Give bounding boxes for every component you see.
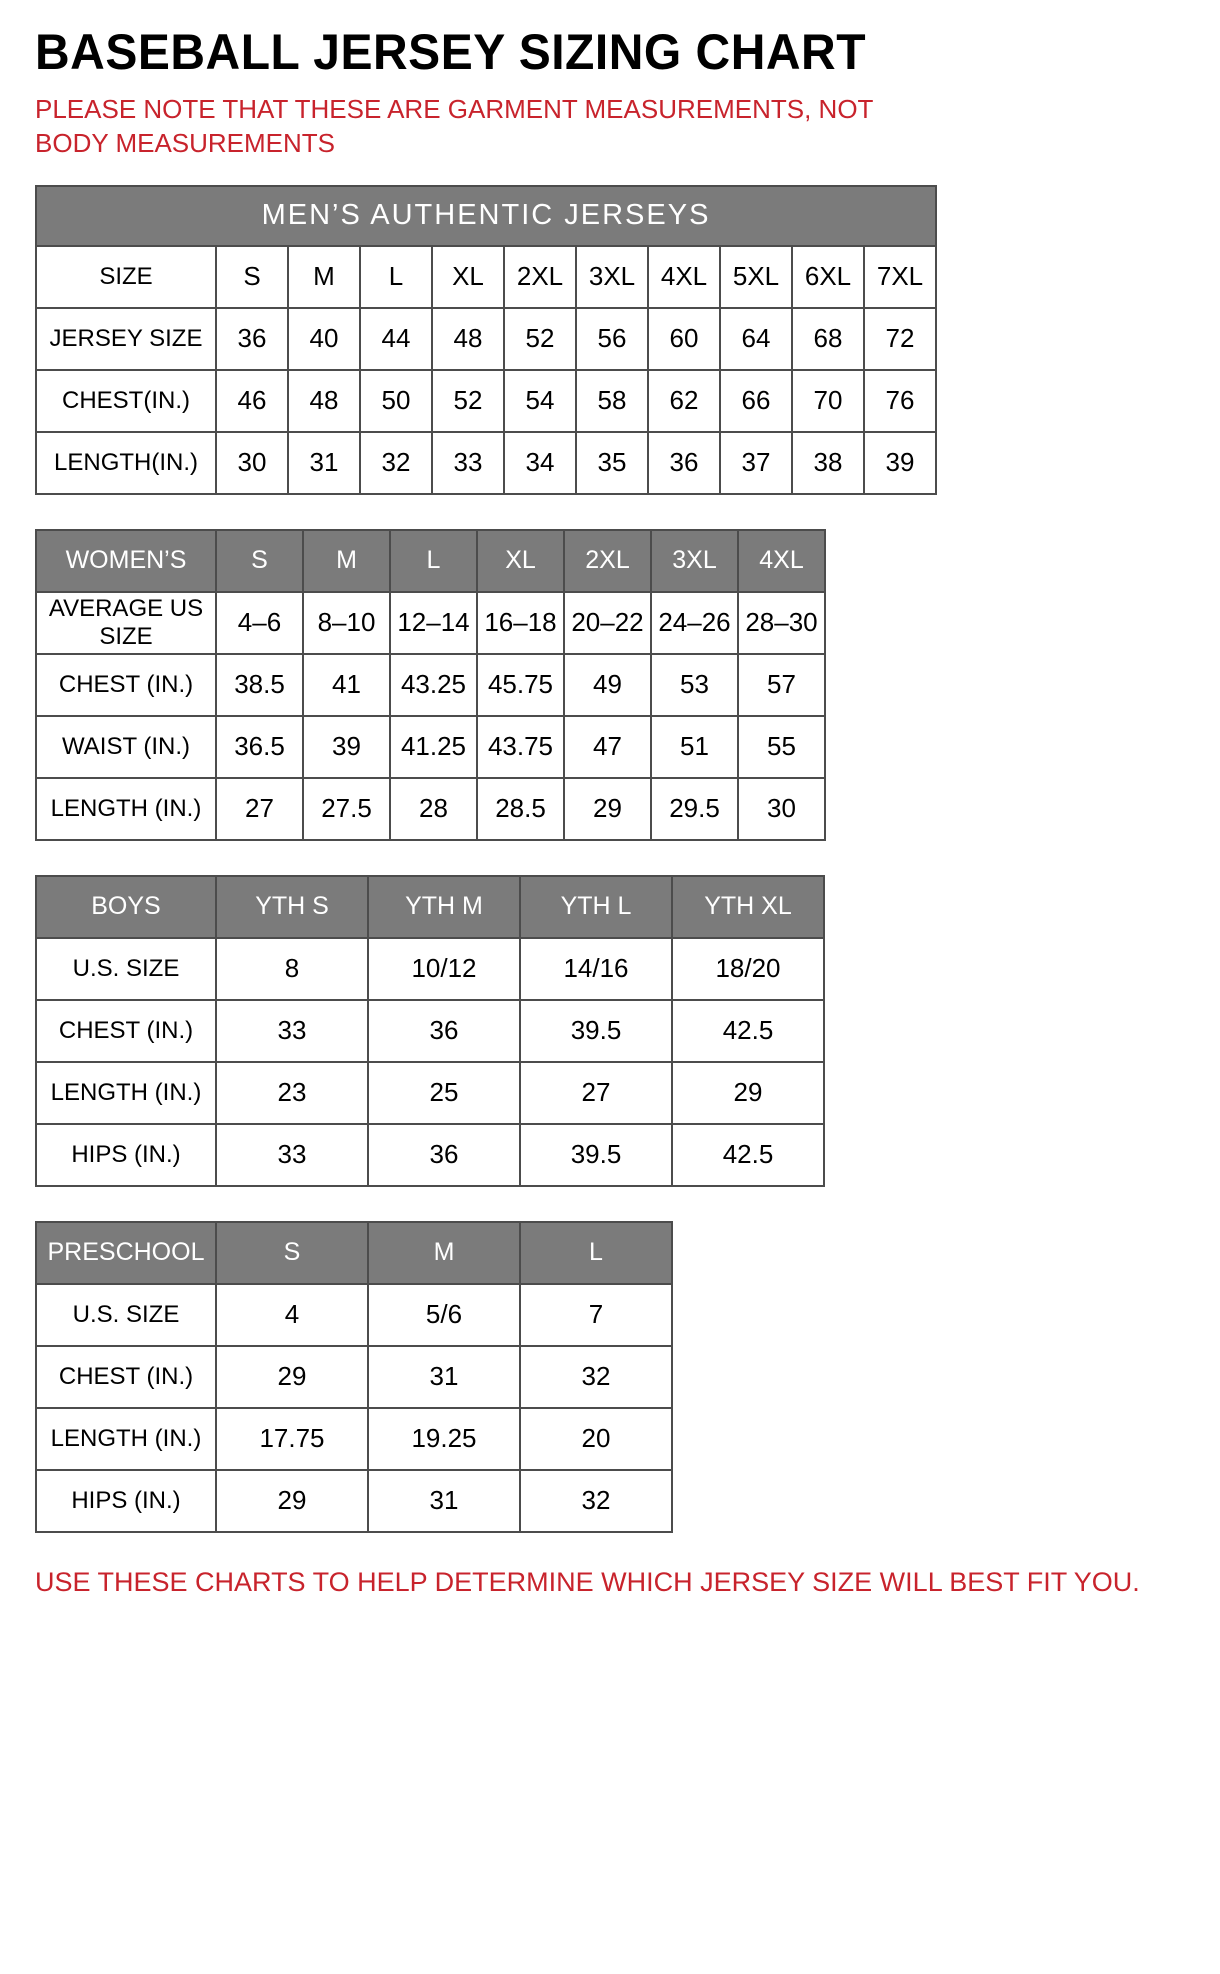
table-cell: 4XL <box>648 246 720 308</box>
table-row <box>36 938 824 1000</box>
table-banner-row <box>36 186 936 246</box>
row-label: LENGTH (IN.) <box>36 1408 216 1470</box>
table-cell: 29.5 <box>651 778 738 840</box>
table-cell: 16–18 <box>477 592 564 654</box>
table-cell: 33 <box>216 1000 368 1062</box>
preschool-table-title: PRESCHOOL <box>36 1222 216 1284</box>
womens-table-title: WOMEN’S <box>36 530 216 592</box>
table-cell: 53 <box>651 654 738 716</box>
table-row <box>36 592 825 654</box>
table-cell: 29 <box>216 1470 368 1532</box>
table-header-row <box>36 530 825 592</box>
table-cell: 28.5 <box>477 778 564 840</box>
row-label: SIZE <box>36 246 216 308</box>
table-cell: 39 <box>864 432 936 494</box>
page-title: BASEBALL JERSEY SIZING CHART <box>35 25 867 81</box>
table-cell: 42.5 <box>672 1000 824 1062</box>
table-cell: 72 <box>864 308 936 370</box>
table-cell: 36 <box>368 1000 520 1062</box>
table-cell: 52 <box>432 370 504 432</box>
column-header: S <box>216 1222 368 1284</box>
table-cell: 55 <box>738 716 825 778</box>
table-cell: 20 <box>520 1408 672 1470</box>
table-cell: 56 <box>576 308 648 370</box>
table-cell: 37 <box>720 432 792 494</box>
table-cell: 66 <box>720 370 792 432</box>
table-row <box>36 1408 672 1470</box>
table-cell: 38 <box>792 432 864 494</box>
table-cell: 68 <box>792 308 864 370</box>
table-cell: 58 <box>576 370 648 432</box>
table-cell: 10/12 <box>368 938 520 1000</box>
column-header: YTH S <box>216 876 368 938</box>
table-cell: 32 <box>520 1346 672 1408</box>
table-row <box>36 370 936 432</box>
table-cell: 43.25 <box>390 654 477 716</box>
table-row <box>36 1124 824 1186</box>
table-cell: 32 <box>520 1470 672 1532</box>
row-label: LENGTH (IN.) <box>36 778 216 840</box>
table-row <box>36 1470 672 1532</box>
table-cell: 45.75 <box>477 654 564 716</box>
row-label: CHEST(IN.) <box>36 370 216 432</box>
row-label: CHEST (IN.) <box>36 1000 216 1062</box>
table-cell: 20–22 <box>564 592 651 654</box>
column-header: YTH L <box>520 876 672 938</box>
column-header: 4XL <box>738 530 825 592</box>
table-cell: 41 <box>303 654 390 716</box>
row-label: WAIST (IN.) <box>36 716 216 778</box>
table-cell: 24–26 <box>651 592 738 654</box>
table-cell: 36.5 <box>216 716 303 778</box>
table-cell: 27.5 <box>303 778 390 840</box>
table-cell: 64 <box>720 308 792 370</box>
table-cell: 43.75 <box>477 716 564 778</box>
table-cell: 49 <box>564 654 651 716</box>
table-cell: 33 <box>216 1124 368 1186</box>
table-cell: 44 <box>360 308 432 370</box>
row-label: HIPS (IN.) <box>36 1470 216 1532</box>
table-cell: 30 <box>738 778 825 840</box>
table-cell: 17.75 <box>216 1408 368 1470</box>
table-cell: 12–14 <box>390 592 477 654</box>
table-header-row <box>36 876 824 938</box>
table-row <box>36 654 825 716</box>
row-label: CHEST (IN.) <box>36 1346 216 1408</box>
table-cell: 29 <box>564 778 651 840</box>
table-row <box>36 1284 672 1346</box>
table-cell: 41.25 <box>390 716 477 778</box>
table-header-row <box>36 1222 672 1284</box>
column-header: 3XL <box>651 530 738 592</box>
table-cell: 29 <box>216 1346 368 1408</box>
table-cell: 50 <box>360 370 432 432</box>
table-cell: 29 <box>672 1062 824 1124</box>
table-cell: 28–30 <box>738 592 825 654</box>
column-header: L <box>390 530 477 592</box>
row-label: CHEST (IN.) <box>36 654 216 716</box>
table-cell: 38.5 <box>216 654 303 716</box>
table-cell: 47 <box>564 716 651 778</box>
row-label: AVERAGE US SIZE <box>36 592 216 654</box>
table-cell: 31 <box>368 1470 520 1532</box>
table-cell: 5/6 <box>368 1284 520 1346</box>
table-row <box>36 432 936 494</box>
womens-sizing-table <box>35 529 826 841</box>
table-cell: 7XL <box>864 246 936 308</box>
column-header: XL <box>477 530 564 592</box>
table-cell: 27 <box>520 1062 672 1124</box>
table-row <box>36 716 825 778</box>
column-header: 2XL <box>564 530 651 592</box>
table-cell: 36 <box>648 432 720 494</box>
column-header: L <box>520 1222 672 1284</box>
column-header: S <box>216 530 303 592</box>
row-label: U.S. SIZE <box>36 938 216 1000</box>
row-label: LENGTH (IN.) <box>36 1062 216 1124</box>
table-cell: 4–6 <box>216 592 303 654</box>
table-cell: 30 <box>216 432 288 494</box>
column-header: M <box>368 1222 520 1284</box>
table-cell: 51 <box>651 716 738 778</box>
footer-text: USE THESE CHARTS TO HELP DETERMINE WHICH JERSEY SIZE WILL BEST FIT YOU. <box>35 1566 1140 1597</box>
table-cell: 35 <box>576 432 648 494</box>
table-cell: 18/20 <box>672 938 824 1000</box>
table-row <box>36 1346 672 1408</box>
table-cell: 8–10 <box>303 592 390 654</box>
table-row <box>36 778 825 840</box>
table-cell: 34 <box>504 432 576 494</box>
preschool-sizing-table <box>35 1221 673 1533</box>
table-cell: 25 <box>368 1062 520 1124</box>
table-cell: 70 <box>792 370 864 432</box>
table-cell: 46 <box>216 370 288 432</box>
row-label: LENGTH(IN.) <box>36 432 216 494</box>
table-cell: 36 <box>216 308 288 370</box>
boys-table-title: BOYS <box>36 876 216 938</box>
boys-sizing-table <box>35 875 825 1187</box>
column-header: YTH M <box>368 876 520 938</box>
table-cell: XL <box>432 246 504 308</box>
table-row <box>36 246 936 308</box>
row-label: U.S. SIZE <box>36 1284 216 1346</box>
column-header: YTH XL <box>672 876 824 938</box>
table-cell: 3XL <box>576 246 648 308</box>
table-cell: 52 <box>504 308 576 370</box>
table-cell: 4 <box>216 1284 368 1346</box>
table-cell: 7 <box>520 1284 672 1346</box>
table-cell: 54 <box>504 370 576 432</box>
table-cell: 57 <box>738 654 825 716</box>
table-cell: 8 <box>216 938 368 1000</box>
table-cell: 31 <box>368 1346 520 1408</box>
table-cell: 2XL <box>504 246 576 308</box>
table-cell: 39 <box>303 716 390 778</box>
table-cell: 5XL <box>720 246 792 308</box>
table-cell: 28 <box>390 778 477 840</box>
table-cell: 60 <box>648 308 720 370</box>
garment-measurement-note: PLEASE NOTE THAT THESE ARE GARMENT MEASUREMENTS, NOT BODY MEASUREMENTS <box>35 94 873 158</box>
row-label: HIPS (IN.) <box>36 1124 216 1186</box>
table-row <box>36 1000 824 1062</box>
table-cell: 19.25 <box>368 1408 520 1470</box>
row-label: JERSEY SIZE <box>36 308 216 370</box>
table-cell: 23 <box>216 1062 368 1124</box>
table-cell: L <box>360 246 432 308</box>
table-cell: 42.5 <box>672 1124 824 1186</box>
table-cell: M <box>288 246 360 308</box>
table-cell: 14/16 <box>520 938 672 1000</box>
table-cell: 27 <box>216 778 303 840</box>
table-cell: 62 <box>648 370 720 432</box>
mens-sizing-table <box>35 185 937 495</box>
table-cell: 36 <box>368 1124 520 1186</box>
table-cell: 76 <box>864 370 936 432</box>
table-cell: 39.5 <box>520 1124 672 1186</box>
table-cell: 33 <box>432 432 504 494</box>
column-header: M <box>303 530 390 592</box>
table-row <box>36 308 936 370</box>
table-cell: 40 <box>288 308 360 370</box>
table-cell: 48 <box>288 370 360 432</box>
table-cell: 31 <box>288 432 360 494</box>
table-cell: 6XL <box>792 246 864 308</box>
table-cell: 39.5 <box>520 1000 672 1062</box>
table-cell: 32 <box>360 432 432 494</box>
table-row <box>36 1062 824 1124</box>
table-cell: 48 <box>432 308 504 370</box>
mens-table-title: MEN’S AUTHENTIC JERSEYS <box>36 186 936 246</box>
table-cell: S <box>216 246 288 308</box>
